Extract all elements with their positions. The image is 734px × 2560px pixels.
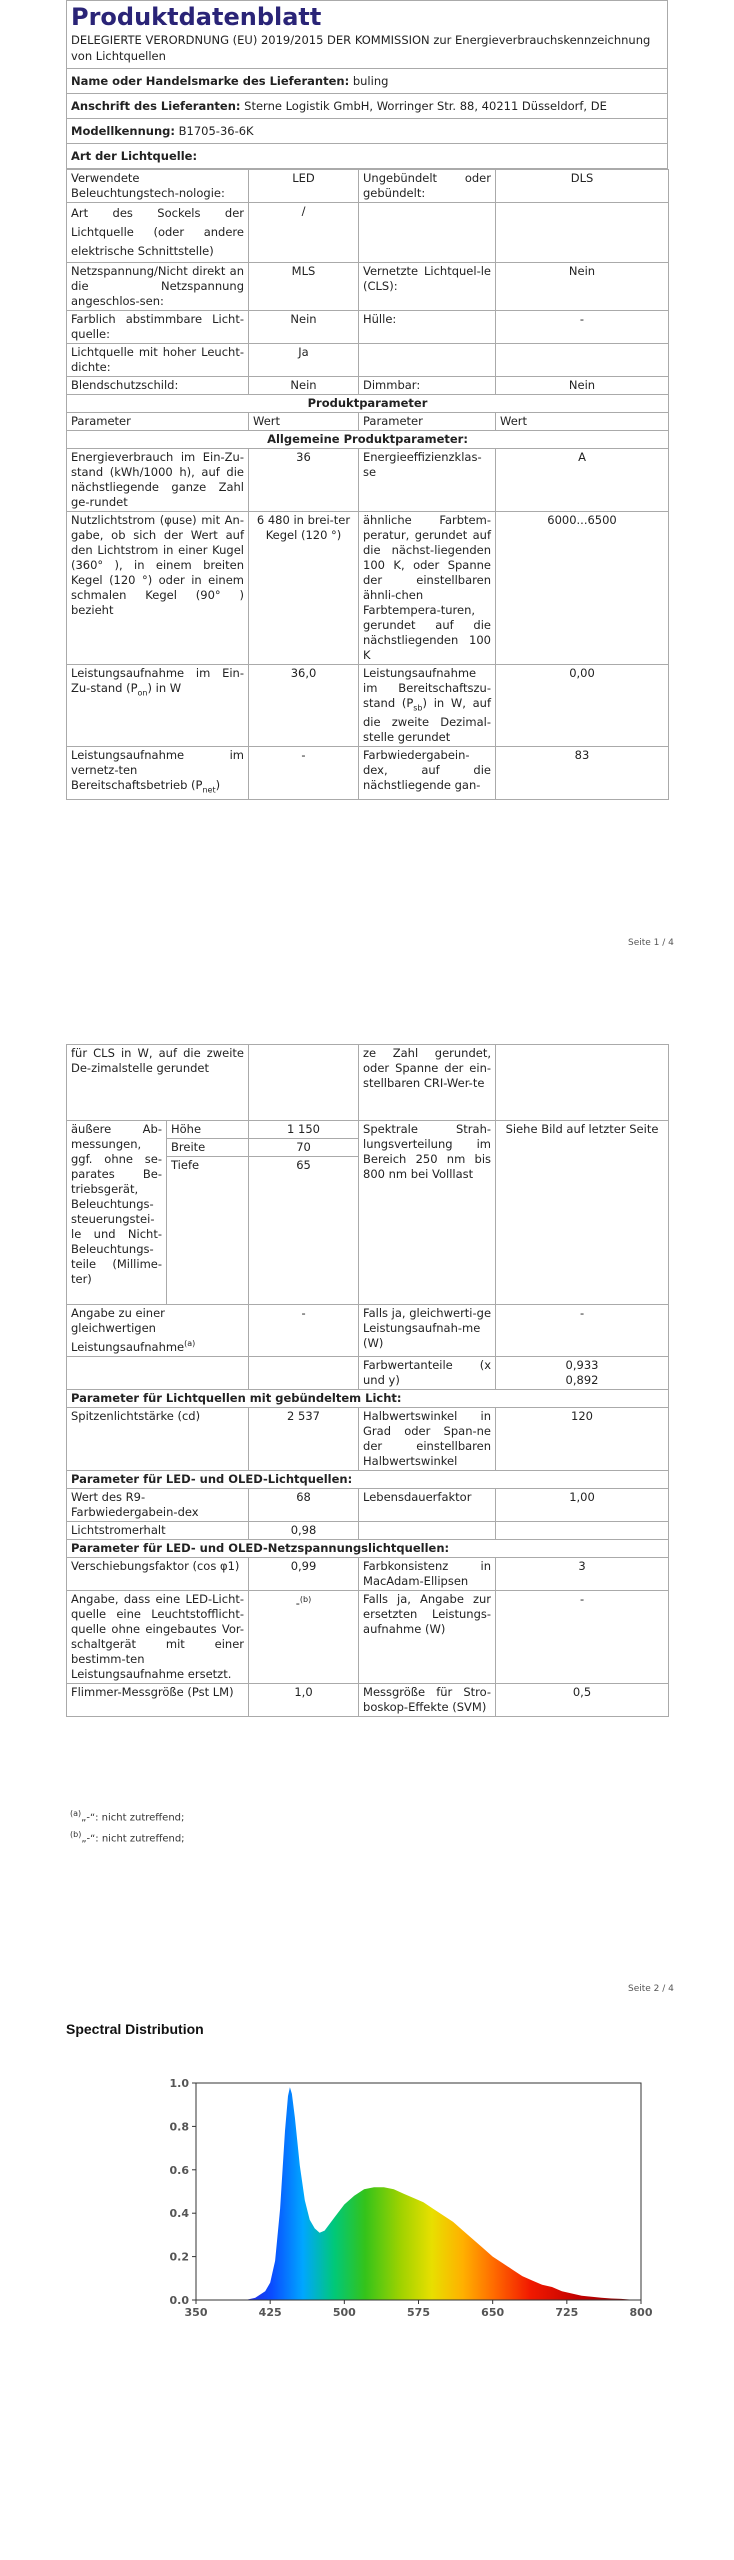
- footnote-b: [70, 1826, 185, 1847]
- height-label: Höhe: [167, 1121, 249, 1139]
- cell-label: Verwendete Beleuchtungstech-nologie:: [67, 170, 249, 203]
- cell-label: [67, 1305, 249, 1357]
- cell-label: Farbwertanteile (x und y): [359, 1356, 496, 1389]
- cell-label: [359, 203, 496, 263]
- cell-label: Falls ja, Angabe zur ersetzten Leistungs-aufnahme (W): [359, 1590, 496, 1683]
- product-params-table-continued: [66, 1044, 669, 1717]
- column-header-parameter: Parameter: [67, 413, 249, 431]
- subscript: net: [202, 785, 216, 795]
- table-row: [67, 512, 669, 665]
- cell-label: Hülle:: [359, 311, 496, 344]
- cell-label: Flimmer-Messgröße (Pst LM): [67, 1683, 249, 1716]
- general-params-title: Allgemeine Produktparameter:: [67, 431, 669, 449]
- brand-row: [67, 69, 667, 94]
- spectral-distribution-value: Siehe Bild auf letzter Seite: [496, 1121, 669, 1305]
- footnote-ref: (b): [299, 1594, 312, 1604]
- type-heading: [67, 144, 667, 169]
- cell-label: Lichtstromerhalt: [67, 1521, 249, 1539]
- cell-value: 0,5: [496, 1683, 669, 1716]
- cell-label: [359, 1521, 496, 1539]
- cell-label: Halbwertswinkel in Grad oder Span-ne der einstellbaren Halbwertswinkel: [359, 1407, 496, 1470]
- page-title: Produktdatenblatt: [71, 3, 322, 31]
- cell-value: [249, 1045, 359, 1121]
- subscript: on: [137, 688, 148, 698]
- brand-value: buling: [352, 74, 389, 88]
- cell-label: Farbwiedergabein-dex, auf die nächstliegende gan-: [359, 747, 496, 799]
- cell-label: Vernetzte Lichtquel-le (CLS):: [359, 263, 496, 311]
- cell-value: 2 537: [249, 1407, 359, 1470]
- x-tick-label: 575: [407, 2306, 430, 2319]
- cell-label: Ungebündelt oder gebündelt:: [359, 170, 496, 203]
- cell-value: [496, 1356, 669, 1389]
- cell-value: [496, 344, 669, 377]
- column-header-value: Wert: [249, 413, 359, 431]
- cell-label: Lichtquelle mit hoher Leucht-dichte:: [67, 344, 249, 377]
- cell-label: Blendschutzschild:: [67, 377, 249, 395]
- table-row: [67, 377, 669, 395]
- cell-value: [496, 1521, 669, 1539]
- subscript: sb: [413, 703, 423, 713]
- section-header-row: [67, 1389, 669, 1407]
- cell-value: /: [249, 203, 359, 263]
- footnote-text: „-“: nicht zutreffend;: [81, 1833, 185, 1845]
- footnote-text: „-“: nicht zutreffend;: [81, 1812, 185, 1824]
- footnote-a: [70, 1805, 185, 1826]
- section-header-row: [67, 1539, 669, 1557]
- cell-value: -: [249, 747, 359, 799]
- text-part: Angabe zu einer gleichwertigen Leistungsaufnahme: [71, 1306, 185, 1354]
- cell-label: Angabe, dass eine LED-Licht-quelle eine Leuchtstofflicht-quelle ohne eingebautes Vor-schaltgerät mit einer bestimm-ten Leistungsaufnahme ersetzt.: [67, 1590, 249, 1683]
- cell-label: [67, 665, 249, 747]
- cell-value: A: [496, 449, 669, 512]
- y-tick-label: 1.0: [169, 2077, 189, 2090]
- light-source-type-table: [66, 169, 669, 800]
- table-row: [67, 263, 669, 311]
- cell-label: Lebensdauerfaktor: [359, 1488, 496, 1521]
- footnotes: [70, 1805, 185, 1848]
- spectral-distribution-figure: [66, 2022, 668, 2342]
- table-row: [67, 1407, 669, 1470]
- footnote-ref: (a): [184, 1339, 196, 1348]
- table-row: [67, 344, 669, 377]
- cell-label: Verschiebungsfaktor (cos φ1): [67, 1557, 249, 1590]
- model-value: B1705-36-6K: [178, 124, 254, 138]
- cell-label: Dimmbar:: [359, 377, 496, 395]
- spectral-distribution-label: Spektrale Strah-lungsverteilung im Bereich 250 nm bis 800 nm bei Volllast: [359, 1121, 496, 1305]
- cell-label: Art des Sockels der Lichtquelle (oder andere elektrische Schnittstelle): [67, 203, 249, 263]
- table-row: [67, 1683, 669, 1716]
- text-part: Leistungsaufnahme im Bereitschaftszu-stand (P: [363, 666, 491, 710]
- cell-value: MLS: [249, 263, 359, 311]
- cell-label: ähnliche Farbtem-peratur, gerundet auf die nächst-liegenden 100 K, oder Spanne der einstellbaren ähnli-chen Farbtempera-turen, gerundet auf die nächstliegenden 100 K: [359, 512, 496, 665]
- cell-value: [496, 203, 669, 263]
- cell-label: Farblich abstimmbare Licht-quelle:: [67, 311, 249, 344]
- table-row: [67, 747, 669, 799]
- spectrum-area: [196, 2087, 641, 2300]
- led-params-title: Parameter für LED- und OLED-Lichtquellen:: [67, 1470, 669, 1488]
- cell-label: [67, 747, 249, 799]
- cell-value: -: [496, 311, 669, 344]
- table-row: [67, 311, 669, 344]
- section-header-row: [67, 395, 669, 413]
- cell-label: für CLS in W, auf die zweite De-zimalstelle gerundet: [67, 1045, 249, 1121]
- cell-value: 3: [496, 1557, 669, 1590]
- spectral-chart: [66, 2037, 668, 2337]
- depth-label: Tiefe: [167, 1157, 249, 1305]
- cell-label: Nutzlichtstrom (φuse) mit An-gabe, ob sich der Wert auf den Lichtstrom in einer Kugel (360° ), in einem breiten Kegel (120 °) oder in einem schmalen Kegel (90° ) bezieht: [67, 512, 249, 665]
- page-number: Seite 2 / 4: [628, 1984, 674, 1994]
- model-row: [67, 119, 667, 144]
- footnote-mark: (a): [70, 1809, 82, 1818]
- table-row: [67, 665, 669, 747]
- chromaticity-y: 0,892: [565, 1372, 599, 1387]
- chromaticity-x: 0,933: [565, 1357, 599, 1372]
- cell-value: 68: [249, 1488, 359, 1521]
- model-label: Modellkennung:: [71, 124, 175, 138]
- address-row: [67, 94, 667, 119]
- column-header-row: [67, 413, 669, 431]
- y-tick-label: 0.8: [169, 2120, 189, 2134]
- bundled-params-title: Parameter für Lichtquellen mit gebündeltem Licht:: [67, 1389, 669, 1407]
- cell-value: Nein: [249, 377, 359, 395]
- plot-area: [170, 2077, 653, 2319]
- table-row: [67, 1590, 669, 1683]
- address-label: Anschrift des Lieferanten:: [71, 99, 241, 113]
- cell-value: DLS: [496, 170, 669, 203]
- cell-label: Falls ja, gleichwerti-ge Leistungsaufnah-me (W): [359, 1305, 496, 1357]
- x-tick-label: 650: [481, 2306, 505, 2319]
- x-tick-label: 800: [629, 2306, 653, 2319]
- cell-value: 1,00: [496, 1488, 669, 1521]
- cell-label: Spitzenlichtstärke (cd): [67, 1407, 249, 1470]
- cell-value: -: [249, 1305, 359, 1357]
- cell-value: Ja: [249, 344, 359, 377]
- table-row: [67, 203, 669, 263]
- datasheet-header: [66, 0, 668, 169]
- type-heading-label: Art der Lichtquelle:: [71, 149, 198, 163]
- width-value: 70: [249, 1139, 359, 1157]
- text-part: ): [215, 778, 221, 793]
- x-tick-label: 350: [184, 2306, 208, 2319]
- regulation-subtitle: DELEGIERTE VERORDNUNG (EU) 2019/2015 DER KOMMISSION zur Energieverbrauchskennzeichnung von Lichtquellen: [71, 33, 651, 63]
- table-row: [67, 170, 669, 203]
- cell-value: [249, 1356, 359, 1389]
- brand-label: Name oder Handelsmarke des Lieferanten:: [71, 74, 350, 88]
- table-row: [67, 1045, 669, 1121]
- cell-label: ze Zahl gerundet, oder Spanne der ein-stellbaren CRI-Wer-te: [359, 1045, 496, 1121]
- width-label: Breite: [167, 1139, 249, 1157]
- cell-value: -: [496, 1590, 669, 1683]
- cell-value: 0,99: [249, 1557, 359, 1590]
- table-row: [67, 1305, 669, 1357]
- cell-label: Farbkonsistenz in MacAdam-Ellipsen: [359, 1557, 496, 1590]
- y-tick-label: 0.4: [169, 2207, 189, 2221]
- cell-label: Wert des R9-Farbwiedergabein-dex: [67, 1488, 249, 1521]
- cell-value: Nein: [496, 377, 669, 395]
- cell-value: 6 480 in brei-ter Kegel (120 °): [249, 512, 359, 665]
- table-row: [67, 1488, 669, 1521]
- title-box: [67, 1, 667, 69]
- cell-value: LED: [249, 170, 359, 203]
- cell-value: Nein: [496, 263, 669, 311]
- table-row: [67, 1557, 669, 1590]
- cell-value: 120: [496, 1407, 669, 1470]
- cell-value: 6000...6500: [496, 512, 669, 665]
- text-part: Leistungsaufnahme im vernetz-ten Bereitschaftsbetrieb (P: [71, 748, 244, 793]
- column-header-parameter: Parameter: [359, 413, 496, 431]
- cell-label: Netzspannung/Nicht direkt an die Netzspannung angeschlos-sen:: [67, 263, 249, 311]
- chart-title: Spectral Distribution: [66, 2021, 204, 2037]
- height-value: 1 150: [249, 1121, 359, 1139]
- x-tick-label: 425: [258, 2306, 282, 2319]
- product-params-title: Produktparameter: [67, 395, 669, 413]
- text-part: -: [295, 1595, 300, 1610]
- cell-label: [67, 1356, 249, 1389]
- cell-label: [359, 665, 496, 747]
- cell-label: Energieeffizienzklas-se: [359, 449, 496, 512]
- table-row: [67, 1356, 669, 1389]
- cell-value: 36: [249, 449, 359, 512]
- table-row: [67, 449, 669, 512]
- depth-value: 65: [249, 1157, 359, 1305]
- x-tick-label: 725: [555, 2306, 579, 2319]
- cell-label: Energieverbrauch im Ein-Zu-stand (kWh/1000 h), auf die nächstliegende ganze Zahl ge-rundet: [67, 449, 249, 512]
- mains-params-title: Parameter für LED- und OLED-Netzspannungslichtquellen:: [67, 1539, 669, 1557]
- section-header-row: [67, 1470, 669, 1488]
- table-row: [67, 1121, 669, 1139]
- cell-label: [359, 344, 496, 377]
- cell-value: -: [496, 1305, 669, 1357]
- address-value: Sterne Logistik GmbH, Worringer Str. 88, 40211 Düsseldorf, DE: [244, 99, 607, 113]
- page-number: Seite 1 / 4: [628, 938, 674, 948]
- y-tick-label: 0.2: [169, 2250, 189, 2264]
- cell-value: 0,98: [249, 1521, 359, 1539]
- cell-value: [496, 1045, 669, 1121]
- x-tick-label: 500: [332, 2306, 356, 2319]
- datasheet-page-1: [66, 0, 668, 800]
- cell-value: 83: [496, 747, 669, 799]
- cell-value: [249, 1590, 359, 1683]
- y-tick-label: 0.0: [169, 2294, 189, 2307]
- y-tick-label: 0.6: [169, 2163, 189, 2177]
- cell-value: 1,0: [249, 1683, 359, 1716]
- text-part: ) in W, auf die zweite Dezimal-stelle gerundet: [363, 696, 491, 745]
- cell-value: 36,0: [249, 665, 359, 747]
- text-part: ) in W: [147, 681, 182, 695]
- section-header-row: [67, 431, 669, 449]
- datasheet-page-2: [66, 1044, 668, 1717]
- dimensions-label: äußere Ab-messungen, ggf. ohne se-parates Be-triebsgerät, Beleuchtungs-steuerungstei-le und Nicht-Beleuchtungs-teile (Millime-ter): [67, 1121, 167, 1305]
- text-part: Leistungsaufnahme im Ein-Zu-stand (P: [71, 666, 244, 695]
- cell-value: Nein: [249, 311, 359, 344]
- cell-value: 0,00: [496, 665, 669, 747]
- table-row: [67, 1521, 669, 1539]
- cell-label: Messgröße für Stro-boskop-Effekte (SVM): [359, 1683, 496, 1716]
- footnote-mark: (b): [70, 1830, 82, 1840]
- column-header-value: Wert: [496, 413, 669, 431]
